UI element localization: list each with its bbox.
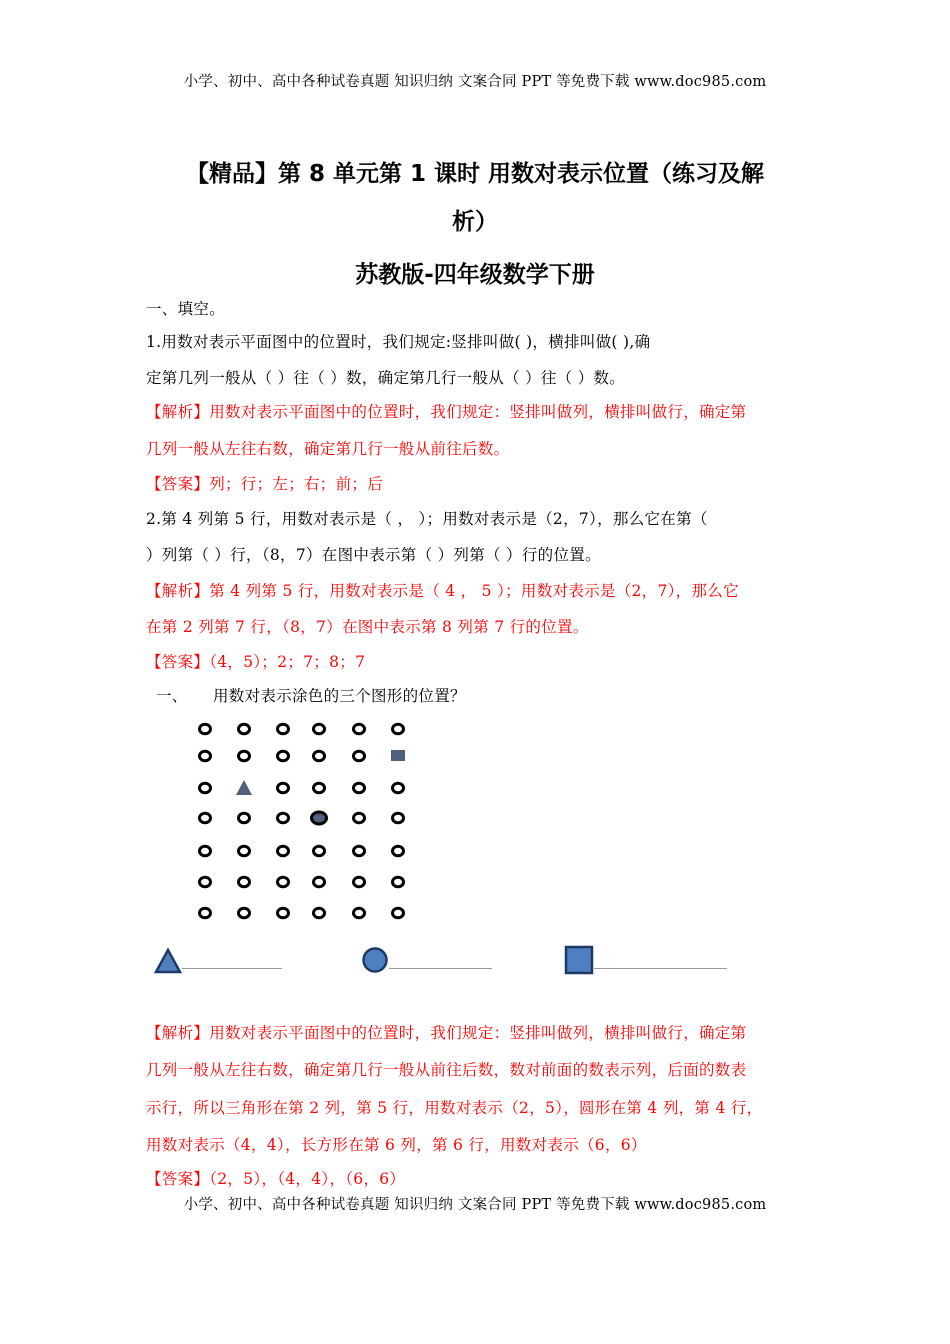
question-3-analysis-line-4: 用数对表示（4，4），长方形在第 6 列，第 6 行，用数对表示（6，6）: [146, 1136, 647, 1154]
grid-point: [393, 813, 404, 823]
legend-triangle-icon: [153, 947, 183, 975]
grid-point: [314, 751, 325, 761]
question-3-analysis-line-2: 几列一般从左往右数，确定第几行一般从前往后数，数对前面的数表示列，后面的数表: [146, 1061, 747, 1079]
grid-point: [200, 813, 211, 823]
question-1-analysis-line-1: 【解析】用数对表示平面图中的位置时，我们规定：竖排叫做列，横排叫做行，确定第: [146, 403, 747, 421]
grid-point: [200, 751, 211, 761]
section-2-question: 用数对表示涂色的三个图形的位置？: [213, 687, 466, 705]
question-2-answer: 【答案】（4，5）；2；7；8；7: [146, 653, 366, 671]
grid-point: [354, 813, 365, 823]
section-heading-fill-blank: 一、填空。: [146, 300, 226, 318]
question-2-line-2: ）列第（ ）行，（8，7）在图中表示第（ ）列第（ ）行的位置。: [146, 546, 601, 564]
grid-point: [200, 877, 211, 887]
grid-point: [393, 908, 404, 918]
square-answer-line: [594, 968, 727, 969]
grid-point: [239, 751, 250, 761]
title-line-1: 【精品】第 8 单元第 1 课时 用数对表示位置（练习及解: [185, 161, 765, 187]
question-3-analysis-line-3: 示行，所以三角形在第 2 列，第 5 行，用数对表示（2，5），圆形在第 4 列，第 4 行，: [146, 1099, 763, 1117]
grid-point: [239, 908, 250, 918]
grid-point: [354, 846, 365, 856]
grid-point: [239, 724, 250, 734]
page-footer: 小学、初中、高中各种试卷真题 知识归纳 文案合同 PPT 等免费下载 www.doc985.com: [183, 1197, 767, 1213]
circle-answer-line: [389, 968, 492, 969]
grid-point: [278, 877, 289, 887]
question-1-line-1: 1.用数对表示平面图中的位置时，我们规定:竖排叫做( )，横排叫做( ),确: [146, 333, 651, 351]
grid-point: [239, 877, 250, 887]
shaded-square: [391, 750, 405, 761]
shaded-circle: [312, 812, 327, 824]
grid-point: [354, 783, 365, 793]
grid-points: [200, 724, 406, 918]
grid-point: [393, 877, 404, 887]
question-1-analysis-line-2: 几列一般从左往右数，确定第几行一般从前往后数。: [146, 440, 510, 458]
title-line-3: 苏教版-四年级数学下册: [355, 262, 595, 288]
grid-point: [314, 783, 325, 793]
grid-point: [314, 846, 325, 856]
grid-point: [278, 751, 289, 761]
page-header: 小学、初中、高中各种试卷真题 知识归纳 文案合同 PPT 等免费下载 www.doc985.com: [183, 74, 767, 90]
question-2-analysis-line-1: 【解析】第 4 列第 5 行，用数对表示是（ 4 ， 5 ）；用数对表示是（2，7），那么它: [146, 582, 739, 600]
section-2-number: 一、: [156, 687, 188, 705]
legend-circle-icon: [361, 946, 389, 974]
grid-point: [200, 846, 211, 856]
grid-point: [200, 724, 211, 734]
grid-point: [278, 724, 289, 734]
grid-point: [239, 813, 250, 823]
grid-point: [393, 846, 404, 856]
grid-point: [354, 877, 365, 887]
grid-point: [239, 846, 250, 856]
question-1-line-2: 定第几列一般从（ ）往（ ）数，确定第几行一般从（ ）往（ ）数。: [146, 369, 626, 387]
grid-point: [354, 908, 365, 918]
question-3-analysis-line-1: 【解析】用数对表示平面图中的位置时，我们规定：竖排叫做列，横排叫做行，确定第: [146, 1024, 747, 1042]
grid-point: [278, 846, 289, 856]
grid-point: [314, 877, 325, 887]
grid-point: [393, 783, 404, 793]
grid-point: [278, 783, 289, 793]
grid-point: [354, 724, 365, 734]
title-line-2: 析）: [452, 209, 498, 235]
triangle-answer-line: [182, 968, 282, 969]
grid-point: [314, 724, 325, 734]
question-2-line-1: 2.第 4 列第 5 行，用数对表示是（ ， ）；用数对表示是（2，7），那么它在第（: [146, 510, 708, 528]
question-2-analysis-line-2: 在第 2 列第 7 行，（8，7）在图中表示第 8 列第 7 行的位置。: [146, 618, 589, 636]
grid-point: [278, 908, 289, 918]
question-1-answer: 【答案】列；行；左；右；前；后: [146, 475, 384, 493]
grid-point: [278, 813, 289, 823]
grid-point: [354, 751, 365, 761]
question-3-answer: 【答案】（2，5），（4，4），（6，6）: [146, 1170, 406, 1188]
legend-square-icon: [564, 945, 594, 975]
grid-point: [393, 724, 404, 734]
grid-point: [314, 908, 325, 918]
grid-point: [200, 908, 211, 918]
grid-point: [200, 783, 211, 793]
shaded-triangle: [236, 780, 252, 795]
